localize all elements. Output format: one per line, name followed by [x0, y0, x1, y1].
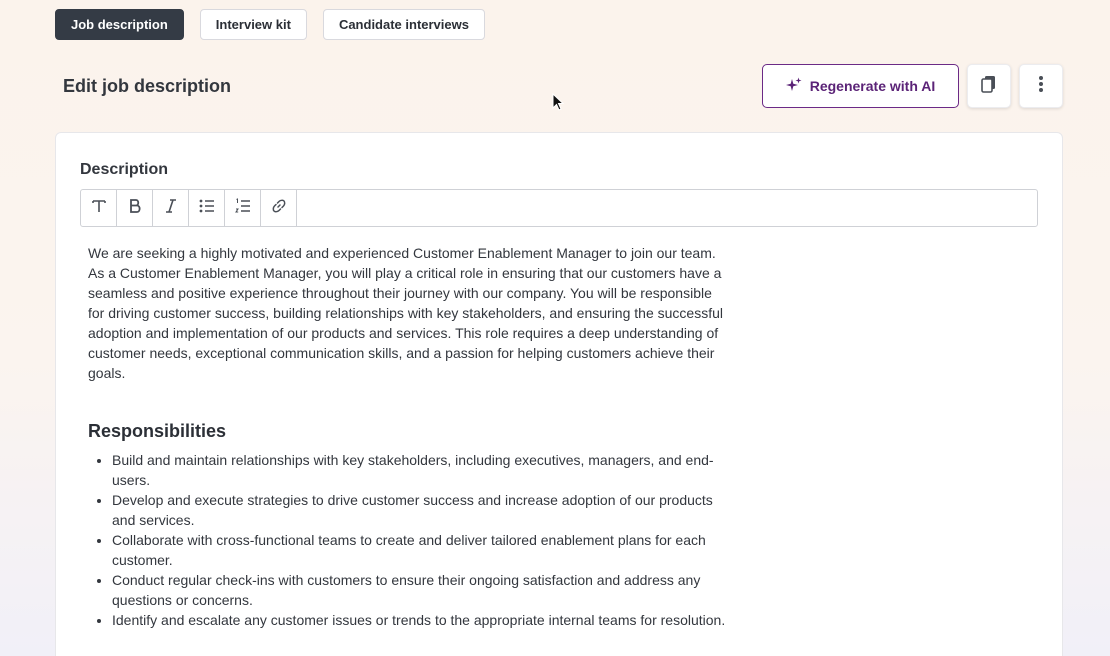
tab-candidate-interviews[interactable]: Candidate interviews [323, 9, 485, 40]
bullet-list-icon [199, 199, 215, 218]
editor-content[interactable] [88, 243, 728, 630]
responsibilities-heading: Responsibilities [88, 421, 227, 441]
more-options-button[interactable] [1019, 64, 1063, 108]
sparkle-icon [786, 77, 802, 96]
tab-bar [55, 9, 485, 40]
description-card [55, 132, 1063, 656]
page-title: Edit job description [63, 76, 232, 96]
header-actions [762, 64, 1063, 108]
list-item: • Develop and execute strategies to drive customer success and increase adoption of our products and services. [112, 490, 728, 530]
list-item: • Conduct regular check-ins with customers to ensure their ongoing satisfaction and address any questions or concerns. [112, 570, 728, 610]
bold-button[interactable] [117, 190, 153, 226]
description-label: Description [80, 161, 169, 178]
responsibilities-list [88, 450, 728, 630]
editor-toolbar [80, 189, 1038, 227]
numbered-list-button[interactable] [225, 190, 261, 226]
copy-button[interactable] [967, 64, 1011, 108]
link-button[interactable] [261, 190, 297, 226]
more-vertical-icon [1038, 75, 1044, 98]
mouse-cursor-icon [552, 93, 564, 116]
text-style-button[interactable] [81, 190, 117, 226]
copy-icon [981, 75, 997, 98]
italic-button[interactable] [153, 190, 189, 226]
regenerate-with-ai-button[interactable] [762, 64, 959, 108]
text-style-icon [91, 198, 107, 219]
tab-job-description[interactable]: Job description [55, 9, 184, 40]
list-item: • Identify and escalate any customer issues or trends to the appropriate internal teams for resolution. [112, 610, 728, 630]
bullet-list-button[interactable] [189, 190, 225, 226]
link-icon [271, 198, 287, 219]
bold-icon [128, 198, 142, 219]
numbered-list-icon [235, 198, 251, 219]
regenerate-label: Regenerate with AI [809, 78, 936, 94]
italic-icon [164, 198, 178, 219]
tab-interview-kit[interactable]: Interview kit [200, 9, 307, 40]
list-item: • Collaborate with cross-functional teams to create and deliver tailored enablement plans for each customer. [112, 530, 728, 570]
list-item: • Build and maintain relationships with key stakeholders, including executives, managers, and end-users. [112, 450, 728, 490]
intro-paragraph: We are seeking a highly motivated and experienced Customer Enablement Manager to join our team. As a Customer Enablement Manager, you will play a critical role in ensuring that our customers have a seamless and positive experience throughout their journey with our company. You will be responsible for driving customer success, building relationships with key stakeholders, and ensuring the successful adoption and implementation of our products and services. This role requires a deep understanding of customer needs, exceptional communication skills, and a passion for helping customers achieve their goals. [88, 245, 723, 381]
